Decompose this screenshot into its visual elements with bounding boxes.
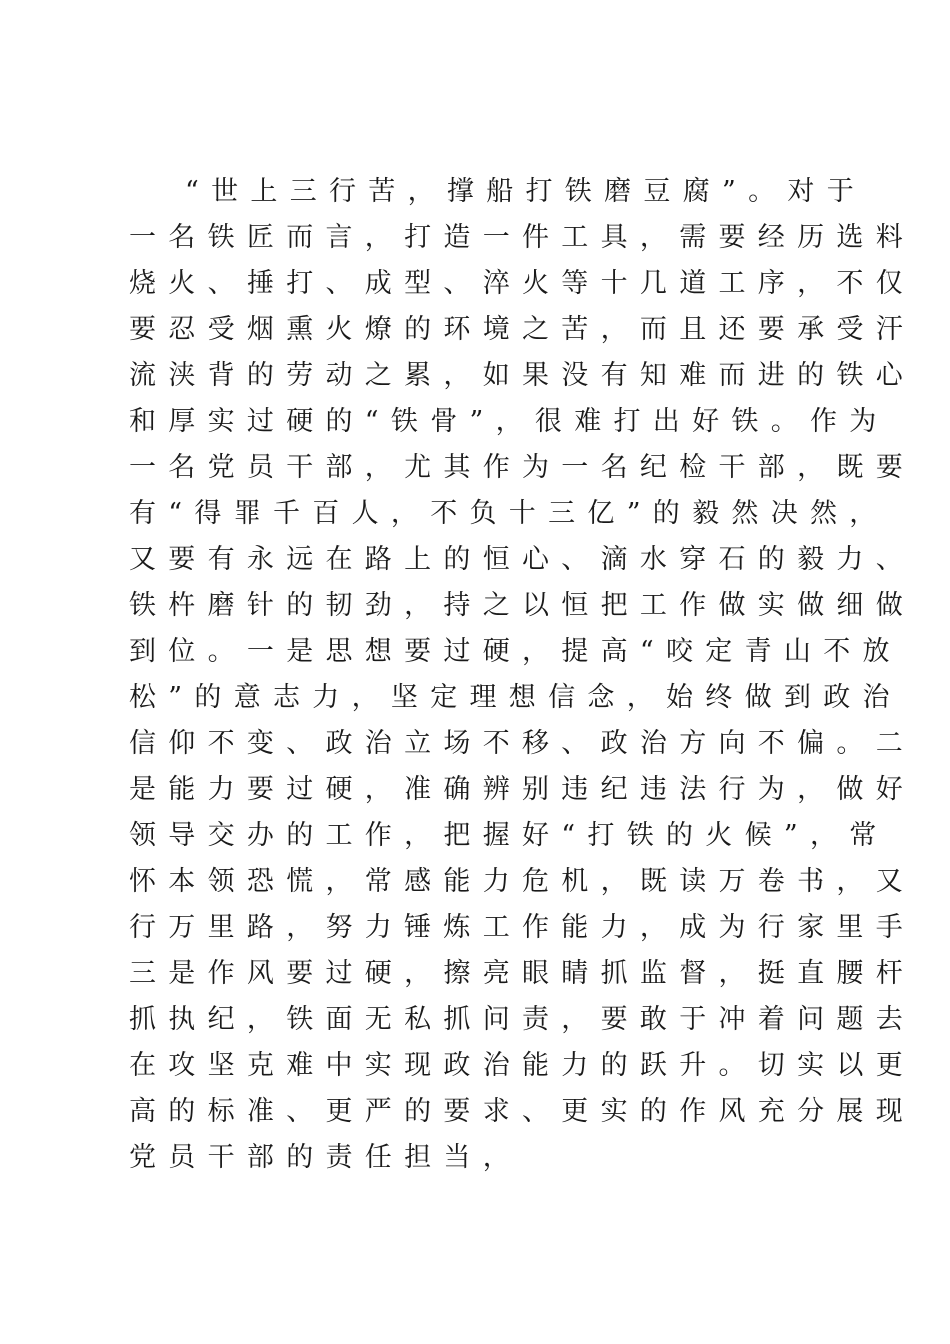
- text-line: 高的标准、更严的要求、更实的作风充分展现: [129, 1096, 915, 1127]
- text-line: 有“得罪千百人，不负十三亿”的毅然决然，: [129, 498, 889, 529]
- text-line: “世上三行苦，撑船打铁磨豆腐”。对于: [185, 176, 867, 207]
- text-line: 烧火、捶打、成型、淬火等十几道工序，不仅: [129, 268, 915, 299]
- text-line: 是能力要过硬，准确辨别违纪违法行为，做好: [129, 774, 915, 805]
- text-line: 到位。一是思想要过硬，提高“咬定青山不放: [129, 636, 902, 667]
- text-line: 一名铁匠而言，打造一件工具，需要经历选料: [129, 222, 915, 253]
- text-line: 铁杵磨针的韧劲，持之以恒把工作做实做细做: [129, 590, 915, 621]
- text-line: 要忍受烟熏火燎的环境之苦，而且还要承受汗: [129, 314, 915, 345]
- text-line: 信仰不变、政治立场不移、政治方向不偏。二: [129, 728, 915, 759]
- text-line: 党员干部的责任担当，: [129, 1142, 522, 1173]
- text-line: 松”的意志力，坚定理想信念，始终做到政治: [129, 682, 902, 713]
- text-line: 一名党员干部，尤其作为一名纪检干部，既要: [129, 452, 915, 483]
- text-line: 流浃背的劳动之累，如果没有知难而进的铁心: [129, 360, 915, 391]
- text-line: 领导交办的工作，把握好“打铁的火候”，常: [129, 820, 889, 851]
- text-line: 怀本领恐慌，常感能力危机，既读万卷书，又: [129, 866, 915, 897]
- text-line: 又要有永远在路上的恒心、滴水穿石的毅力、: [129, 544, 915, 575]
- text-line: 在攻坚克难中实现政治能力的跃升。切实以更: [129, 1050, 915, 1081]
- text-line: 行万里路，努力锤炼工作能力，成为行家里手: [129, 912, 915, 943]
- body-paragraph: [129, 169, 915, 1181]
- text-line: 抓执纪，铁面无私抓问责，要敢于冲着问题去: [129, 1004, 915, 1035]
- text-line: 和厚实过硬的“铁骨”，很难打出好铁。作为: [129, 406, 889, 437]
- text-line: 三是作风要过硬，擦亮眼睛抓监督，挺直腰杆: [129, 958, 915, 989]
